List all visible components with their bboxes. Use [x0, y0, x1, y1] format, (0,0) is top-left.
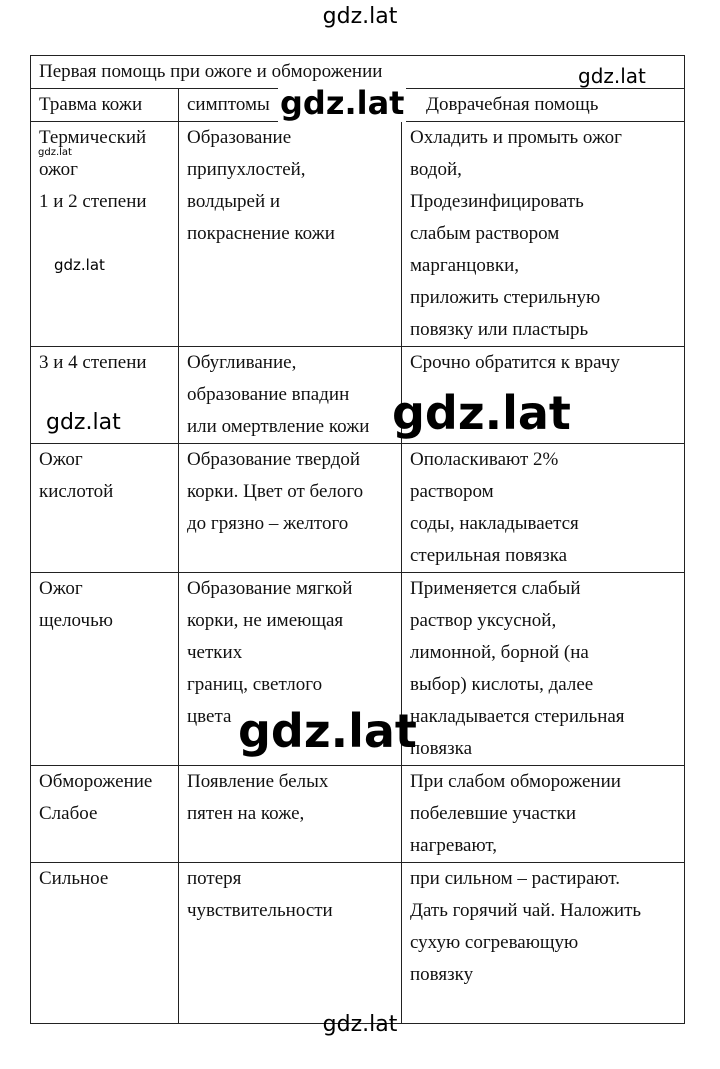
- cell-line: лимонной, борной (на: [410, 642, 589, 663]
- cell-line: корки. Цвет от белого: [187, 481, 364, 502]
- cell-line: При слабом обморожении: [410, 771, 621, 792]
- cell-line: Срочно обратится к врачу: [410, 352, 620, 373]
- table-row: [31, 122, 685, 347]
- cell-first-aid: [402, 444, 685, 573]
- cell-line: волдырей и: [187, 191, 281, 212]
- cell-first-aid: [402, 766, 685, 863]
- header-first-aid: Доврачебная помощь: [402, 89, 685, 122]
- cell-line: соды, накладывается: [410, 513, 579, 534]
- cell-symptoms: [179, 347, 402, 444]
- cell-line: корки, не имеющая: [187, 610, 344, 631]
- cell-line: Сильное: [39, 868, 109, 889]
- cell-line: образование впадин: [187, 384, 350, 405]
- cell-line: повязка: [410, 738, 473, 759]
- cell-line: Обморожение: [39, 771, 153, 792]
- cell-line: Применяется слабый: [410, 578, 581, 599]
- header-symptoms: симптомы: [179, 89, 402, 122]
- cell-line: припухлостей,: [187, 159, 306, 180]
- cell-symptoms: [179, 863, 402, 1024]
- watermark-medium-left: gdz.lat: [46, 410, 121, 435]
- cell-injury: [31, 444, 179, 573]
- table-row: [31, 444, 685, 573]
- cell-symptoms: [179, 444, 402, 573]
- cell-line: или омертвление кожи: [187, 416, 370, 437]
- cell-line: Охладить и промыть ожог: [410, 127, 622, 148]
- watermark-big-header: gdz.lat: [280, 84, 405, 122]
- cell-line: стерильная повязка: [410, 545, 568, 566]
- table-row: [31, 766, 685, 863]
- first-aid-table: [30, 55, 685, 1024]
- cell-line: ожог: [39, 159, 78, 180]
- cell-line: пятен на коже,: [187, 803, 305, 824]
- cell-line: выбор) кислоты, далее: [410, 674, 594, 695]
- cell-line: Слабое: [39, 803, 98, 824]
- watermark-big-middle: gdz.lat: [392, 386, 571, 440]
- cell-first-aid: [402, 122, 685, 347]
- cell-line: 1 и 2 степени: [39, 191, 147, 212]
- table-row: [31, 863, 685, 1024]
- cell-symptoms: [179, 766, 402, 863]
- cell-line: водой,: [410, 159, 462, 180]
- cell-line: сухую согревающую: [410, 932, 579, 953]
- table-title: Первая помощь при ожоге и обморожении: [31, 56, 685, 89]
- cell-injury: [31, 573, 179, 766]
- cell-line: до грязно – желтого: [187, 513, 349, 534]
- cell-line: потеря: [187, 868, 242, 889]
- cell-line: цвета: [187, 706, 232, 727]
- cell-line: приложить стерильную: [410, 287, 601, 308]
- cell-line: нагревают,: [410, 835, 498, 856]
- cell-injury: [31, 766, 179, 863]
- cell-line: Термический: [39, 127, 147, 148]
- watermark-big-lower: gdz.lat: [238, 704, 417, 758]
- cell-line: раствором: [410, 481, 494, 502]
- cell-line: границ, светлого: [187, 674, 323, 695]
- cell-symptoms: [179, 122, 402, 347]
- cell-line: Образование: [187, 127, 292, 148]
- cell-line: Образование твердой: [187, 449, 361, 470]
- cell-line: чувствительности: [187, 900, 333, 921]
- cell-line: раствор уксусной,: [410, 610, 557, 631]
- cell-line: кислотой: [39, 481, 114, 502]
- cell-line: покраснение кожи: [187, 223, 335, 244]
- cell-line: Ополаскивают 2%: [410, 449, 559, 470]
- watermark-small-right: gdz.lat: [578, 64, 646, 88]
- cell-line: Ожог: [39, 449, 83, 470]
- header-injury: Травма кожи: [31, 89, 179, 122]
- cell-line: повязку: [410, 964, 474, 985]
- cell-injury: [31, 863, 179, 1024]
- table-row: [31, 347, 685, 444]
- cell-line: при сильном – растирают.: [410, 868, 621, 889]
- cell-line: Обугливание,: [187, 352, 297, 373]
- cell-line: Дать горячий чай. Наложить: [410, 900, 642, 921]
- watermark-top: gdz.lat: [322, 4, 398, 29]
- cell-first-aid: [402, 573, 685, 766]
- cell-line: побелевшие участки: [410, 803, 577, 824]
- cell-line: марганцовки,: [410, 255, 520, 276]
- cell-line: щелочью: [39, 610, 113, 631]
- watermark-tiny: gdz.lat: [38, 147, 72, 158]
- cell-first-aid: [402, 863, 685, 1024]
- cell-line: Образование мягкой: [187, 578, 353, 599]
- cell-line: четких: [187, 642, 243, 663]
- cell-line: Ожог: [39, 578, 83, 599]
- watermark-small-left: gdz.lat: [54, 256, 105, 274]
- cell-line: накладывается стерильная: [410, 706, 625, 727]
- cell-line: слабым раствором: [410, 223, 560, 244]
- cell-line: 3 и 4 степени: [39, 352, 147, 373]
- cell-line: Появление белых: [187, 771, 329, 792]
- cell-line: повязку или пластырь: [410, 319, 589, 340]
- watermark-bottom: gdz.lat: [322, 1012, 398, 1037]
- cell-line: Продезинфицировать: [410, 191, 584, 212]
